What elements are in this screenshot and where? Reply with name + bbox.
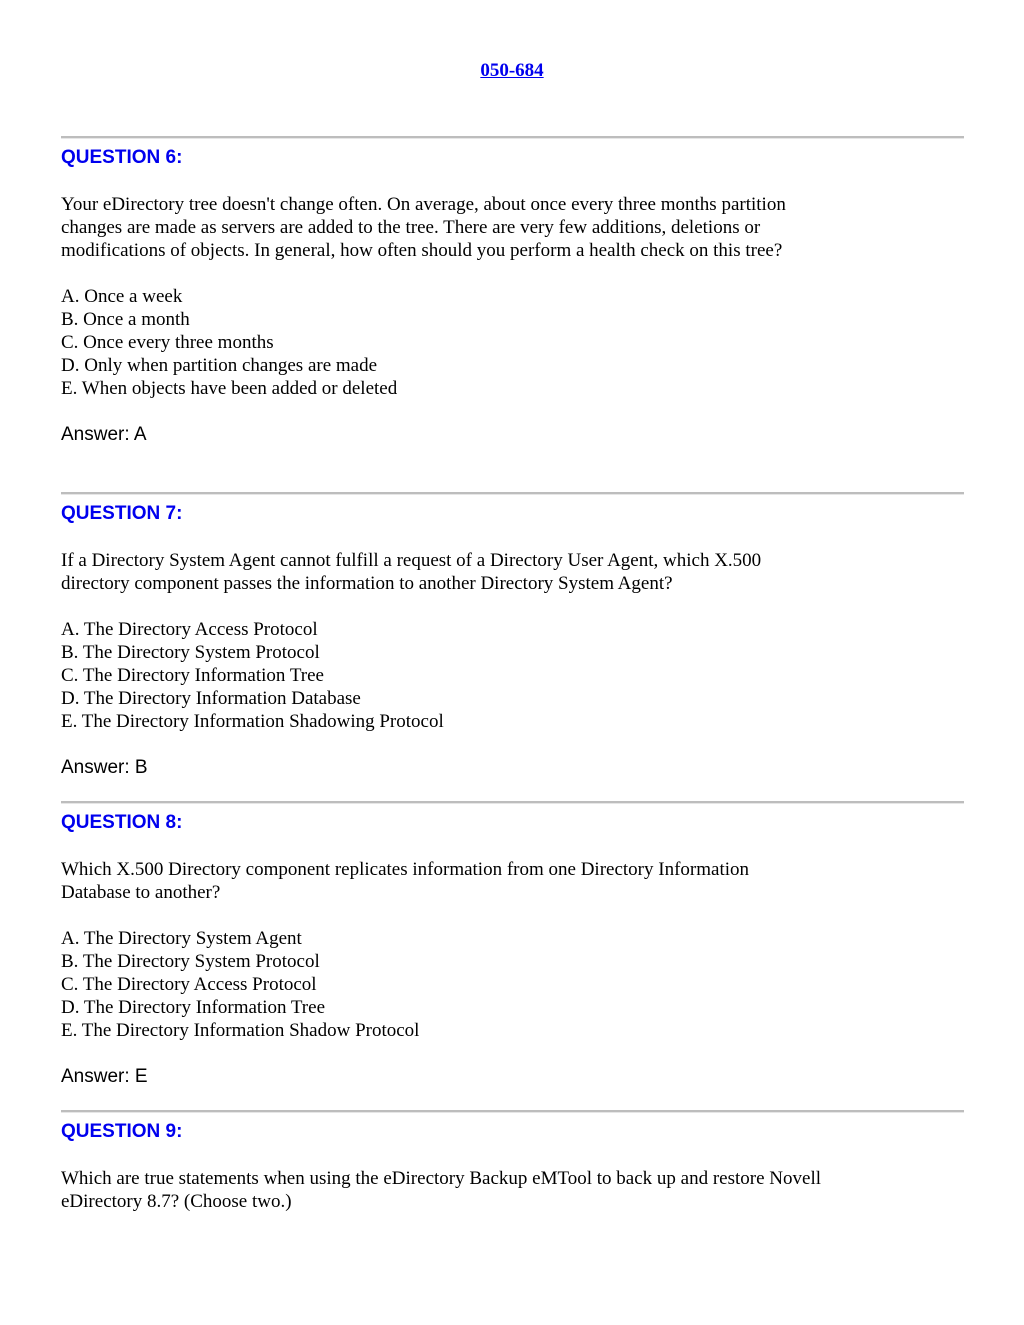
option-e: E. The Directory Information Shadowing Protocol	[61, 711, 444, 732]
option-d: D. The Directory Information Database	[61, 688, 361, 709]
exam-code-link[interactable]: 050-684	[480, 60, 544, 81]
option-b: B. The Directory System Protocol	[61, 951, 320, 972]
option-e: E. The Directory Information Shadow Protocol	[61, 1020, 420, 1041]
option-c: C. The Directory Access Protocol	[61, 974, 317, 995]
option-e: E. When objects have been added or deleted	[61, 378, 398, 399]
question-heading: QUESTION 8:	[61, 812, 183, 833]
document-body	[61, 136, 964, 1213]
option-c: C. The Directory Information Tree	[61, 665, 324, 686]
option-a: A. The Directory Access Protocol	[61, 619, 318, 640]
answer: Answer: B	[61, 757, 148, 778]
divider	[61, 1110, 964, 1113]
page-header	[0, 60, 1024, 82]
question-text: Your eDirectory tree doesn't change often. On average, about once every three months partition changes are made as servers are added to the tree. There are very few additions, deletions or modifications of objects. In general, how often should you perform a health check on this tree?	[61, 194, 786, 261]
option-d: D. The Directory Information Tree	[61, 997, 326, 1018]
divider	[61, 801, 964, 804]
question-heading: QUESTION 9:	[61, 1121, 183, 1142]
option-c: C. Once every three months	[61, 332, 274, 353]
options-list	[61, 927, 964, 1042]
divider	[61, 136, 964, 139]
option-d: D. Only when partition changes are made	[61, 355, 378, 376]
answer: Answer: A	[61, 424, 147, 445]
question-heading: QUESTION 6:	[61, 147, 183, 168]
question-text: Which are true statements when using the eDirectory Backup eMTool to back up and restore Novell eDirectory 8.7? (Choose two.)	[61, 1168, 822, 1212]
question-6	[61, 147, 964, 492]
answer: Answer: E	[61, 1066, 148, 1087]
options-list	[61, 618, 964, 733]
option-a: A. Once a week	[61, 286, 183, 307]
question-9	[61, 1121, 964, 1213]
divider	[61, 492, 964, 495]
question-7	[61, 503, 964, 801]
question-text: Which X.500 Directory component replicates information from one Directory Information Database to another?	[61, 859, 749, 903]
options-list	[61, 285, 964, 400]
option-b: B. The Directory System Protocol	[61, 642, 320, 663]
option-b: B. Once a month	[61, 309, 190, 330]
question-text: If a Directory System Agent cannot fulfill a request of a Directory User Agent, which X.500 directory component passes the information to another Directory System Agent?	[61, 550, 762, 594]
question-heading: QUESTION 7:	[61, 503, 183, 524]
option-a: A. The Directory System Agent	[61, 928, 302, 949]
question-8	[61, 812, 964, 1110]
